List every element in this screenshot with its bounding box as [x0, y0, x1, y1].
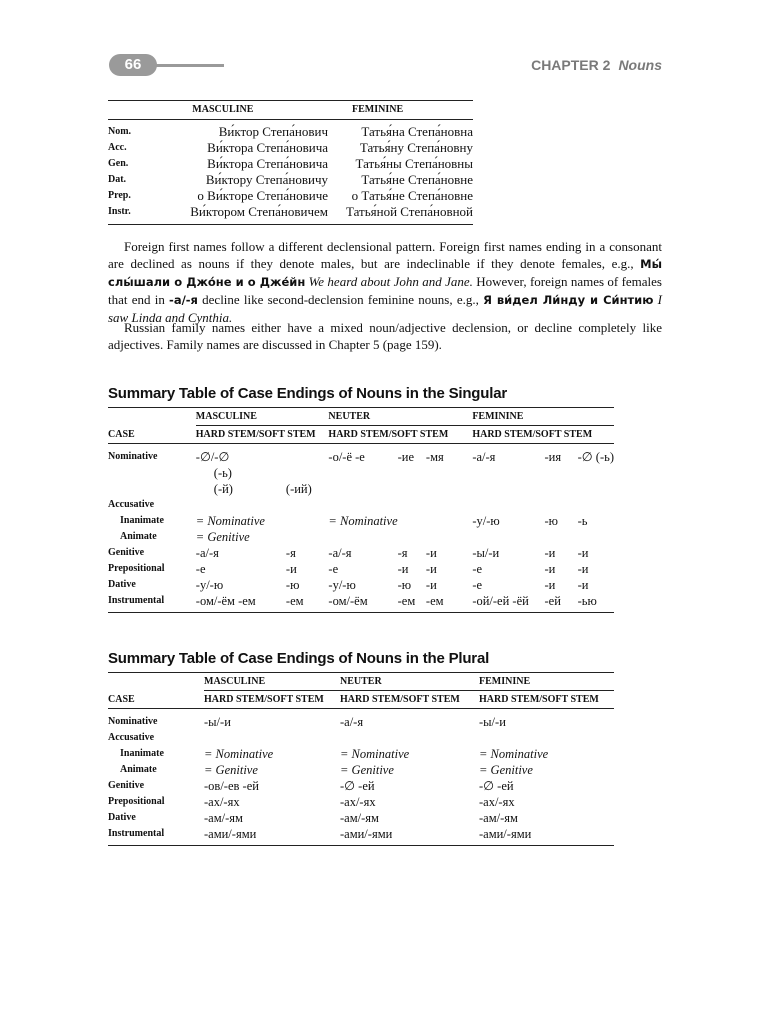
ending-cell	[398, 513, 426, 529]
ending-cell: -ей	[545, 593, 578, 613]
ending-cell: -ах/-ях	[340, 795, 376, 809]
ending-cell: = Genitive	[479, 763, 533, 777]
ending-cell	[426, 481, 472, 497]
russian-example: Мы́ слы́шали о Джо́не и о Дже́йн	[108, 257, 662, 289]
name-table-header-row	[108, 101, 473, 120]
name-table-masculine-header: MASCULINE	[146, 101, 346, 120]
table-row	[108, 746, 614, 762]
ending-cell	[578, 465, 614, 481]
masculine-form: Ви́ктору Степа́новичу	[205, 172, 328, 187]
header-rule	[156, 64, 224, 67]
ending-cell: -и	[577, 578, 589, 592]
ending-cell: -я	[285, 546, 296, 560]
ending-cell	[545, 465, 578, 481]
plural-table-heading: Summary Table of Case Endings of Nouns in the Plural	[108, 650, 490, 667]
singular-feminine-stem-header: HARD STEM/SOFT STEM	[472, 426, 614, 444]
ending-cell	[328, 529, 397, 545]
name-table-row	[108, 140, 473, 156]
ending-cell: -е	[195, 562, 206, 576]
ending-cell: -у/-ю	[328, 578, 356, 592]
ending-cell: -у/-ю	[472, 514, 500, 528]
ending-cell: -ы/-и	[479, 715, 506, 729]
ending-cell	[398, 465, 426, 481]
ending-cell: -ю	[544, 514, 559, 528]
ending-cell: -ам/-ям	[479, 811, 518, 825]
masculine-form: о Ви́кторе Степа́новиче	[197, 188, 328, 203]
ending-cell	[286, 444, 329, 466]
singular-feminine-header: FEMININE	[472, 408, 614, 426]
table-row	[108, 497, 614, 513]
ending-cell	[472, 529, 544, 545]
name-table-row	[108, 120, 473, 141]
ending-cell	[472, 497, 544, 513]
ending-cell: = Nominative	[204, 747, 274, 761]
page-number: 66	[109, 54, 157, 76]
ending-cell	[426, 529, 472, 545]
ending-cell: -ами/-ями	[479, 826, 614, 846]
case-label: Animate	[120, 531, 157, 542]
ending-cell: -ью	[578, 593, 614, 613]
table-row	[108, 778, 614, 794]
feminine-form: Татья́ну Степа́новну	[359, 140, 473, 155]
case-label: Prepositional	[108, 796, 165, 807]
ending-cell	[426, 465, 472, 481]
ending-cell: -ам/-ям	[204, 811, 243, 825]
ending-cell: -а/-я	[328, 546, 352, 560]
table-row	[108, 810, 614, 826]
ending-cell: -ам/-ям	[340, 811, 379, 825]
ending-cell: -и	[577, 546, 589, 560]
plural-neuter-stem-header: HARD STEM/SOFT STEM	[340, 691, 479, 709]
plural-gender-row	[108, 673, 614, 691]
ending-cell: -∅ -ей	[479, 779, 514, 793]
ending-cell	[545, 497, 578, 513]
name-table-body	[108, 120, 473, 225]
ending-cell: -е	[472, 578, 483, 592]
table-row	[108, 481, 614, 497]
ending-cell	[545, 529, 578, 545]
ending-cell: = Genitive	[195, 530, 250, 544]
case-label: Accusative	[108, 732, 155, 743]
table-row	[108, 577, 614, 593]
plural-neuter-header: NEUTER	[340, 673, 479, 691]
ending-cell	[328, 497, 397, 513]
ending-cell: -ю	[397, 578, 412, 592]
table-row	[108, 709, 614, 731]
ending-cell: -∅ (-ь)	[577, 450, 614, 464]
english-translation: We heard about John and Jane.	[308, 274, 473, 289]
ending-cell: -ами/-ями	[204, 826, 340, 846]
ending-cell: -и	[544, 562, 556, 576]
case-label: Dat.	[108, 174, 127, 185]
masculine-form: Ви́ктором Степа́новичем	[146, 204, 346, 225]
feminine-form: Татья́ной Степа́новной	[346, 204, 473, 225]
table-row	[108, 513, 614, 529]
case-label: Prepositional	[108, 563, 165, 574]
ending-cell	[286, 497, 329, 513]
ending-cell: -ю	[285, 578, 300, 592]
chapter-title: Nouns	[618, 57, 662, 73]
table-row	[108, 593, 614, 613]
masculine-form: Ви́ктора Степа́новича	[207, 156, 328, 171]
ending-cell: -ах/-ях	[204, 795, 240, 809]
table-row	[108, 794, 614, 810]
blank-header	[108, 673, 204, 691]
ending-cell: -ь	[577, 514, 588, 528]
ending-cell	[340, 730, 479, 746]
name-table-feminine-header: FEMININE	[346, 101, 473, 120]
ending-cell: -ой/-ей -ёй	[472, 593, 544, 613]
ending-cell: = Genitive	[204, 763, 258, 777]
ending-cell: -о/-ё -е	[328, 450, 365, 464]
ending-cell: -мя	[425, 450, 444, 464]
name-table-row	[108, 188, 473, 204]
ending-cell: -ом/-ём	[328, 593, 397, 613]
ending-cell: -ем	[398, 593, 426, 613]
paragraph-family-names: Russian family names either have a mixed noun/adjective declension, or decline completely like adjectives. Family names are discussed in Chapter 5 (page 159).	[108, 320, 662, 352]
ending-cell: -у/-ю	[195, 578, 224, 592]
plural-table-body	[108, 709, 614, 846]
ending-cell: -∅ -ей	[340, 779, 375, 793]
ending-cell	[398, 481, 426, 497]
case-label: Gen.	[108, 158, 129, 169]
running-head	[531, 57, 662, 73]
case-label: Prep.	[108, 190, 131, 201]
table-row	[108, 561, 614, 577]
ending-cell: -е	[328, 562, 339, 576]
case-label: Instrumental	[108, 826, 204, 846]
ending-cell: -и	[544, 578, 556, 592]
name-table-case-header	[108, 101, 146, 120]
plural-feminine-header: FEMININE	[479, 673, 614, 691]
ending-cell: -ов/-ев -ей	[204, 779, 259, 793]
case-label	[108, 481, 196, 497]
ending-cell: -я	[397, 546, 408, 560]
ending-cell	[286, 465, 329, 481]
ending-cell	[479, 730, 614, 746]
plural-stem-row	[108, 691, 614, 709]
table-row	[108, 545, 614, 561]
case-label: Instr.	[108, 204, 146, 225]
table-row	[108, 444, 614, 466]
singular-endings-table	[108, 407, 614, 613]
ending-cell: -ы/-и	[472, 546, 500, 560]
ending-cell	[286, 529, 329, 545]
case-label: Nominative	[108, 716, 158, 727]
ending-cell: -ие	[397, 450, 415, 464]
singular-neuter-stem-header: HARD STEM/SOFT STEM	[328, 426, 472, 444]
ending-cell	[578, 529, 614, 545]
case-label: Inanimate	[120, 748, 164, 759]
ending-cell	[426, 513, 472, 529]
ending-cell: -ем	[426, 593, 472, 613]
singular-gender-row	[108, 408, 614, 426]
ending-cell	[328, 465, 397, 481]
chapter-label: CHAPTER 2	[531, 57, 611, 73]
russian-ending: -а/-я	[169, 293, 198, 307]
text-segment: decline like second-declension feminine nouns, e.g.,	[197, 292, 484, 307]
case-label: Dative	[108, 812, 136, 823]
case-label: Accusative	[108, 499, 155, 510]
text-segment: However, foreign names of females that end in	[108, 274, 662, 307]
ending-cell	[472, 481, 544, 497]
ending-cell: -∅/-∅	[195, 450, 230, 464]
case-label: Inanimate	[120, 515, 164, 526]
feminine-form: о Татья́не Степа́новне	[351, 188, 473, 203]
ending-cell: = Nominative	[328, 514, 398, 528]
ending-cell: (-ий)	[285, 482, 312, 496]
table-row	[108, 826, 614, 846]
name-table-row	[108, 204, 473, 225]
ending-cell: -ы/-и	[204, 715, 231, 729]
singular-neuter-header: NEUTER	[328, 408, 472, 426]
english-translation: I saw Linda and Cynthia.	[108, 292, 662, 325]
ending-cell: -ах/-ях	[479, 795, 515, 809]
ending-cell: -ем	[286, 593, 329, 613]
name-table-row	[108, 172, 473, 188]
table-row	[108, 529, 614, 545]
ending-cell: -ом/-ём -ем	[196, 593, 286, 613]
ending-cell: (-й)	[213, 482, 233, 496]
ending-cell	[204, 730, 340, 746]
blank-header	[108, 408, 196, 426]
case-label: Animate	[120, 764, 157, 775]
case-label: Acc.	[108, 142, 127, 153]
singular-case-header: CASE	[108, 426, 196, 444]
singular-masculine-stem-header: HARD STEM/SOFT STEM	[196, 426, 329, 444]
case-label	[108, 465, 196, 481]
table-row	[108, 465, 614, 481]
ending-cell: = Nominative	[479, 747, 549, 761]
plural-case-header: CASE	[108, 691, 204, 709]
plural-endings-table	[108, 672, 614, 846]
singular-stem-row	[108, 426, 614, 444]
plural-masculine-header: MASCULINE	[204, 673, 340, 691]
ending-cell: = Nominative	[195, 514, 265, 528]
feminine-form: Татья́ны Степа́новны	[355, 156, 473, 171]
masculine-form: Ви́ктор Степа́нович	[218, 124, 328, 139]
ending-cell: -а/-я	[472, 450, 496, 464]
ending-cell: (-ь)	[213, 466, 232, 480]
ending-cell: -и	[425, 546, 437, 560]
ending-cell	[578, 481, 614, 497]
case-label: Nom.	[108, 126, 132, 137]
plural-masculine-stem-header: HARD STEM/SOFT STEM	[204, 691, 340, 709]
case-label: Dative	[108, 579, 136, 590]
masculine-form: Ви́ктора Степа́новича	[207, 140, 328, 155]
ending-cell: -ия	[544, 450, 562, 464]
singular-table-heading: Summary Table of Case Endings of Nouns in the Singular	[108, 385, 507, 402]
feminine-form: Татья́на Степа́новна	[361, 124, 473, 139]
ending-cell: -а/-я	[195, 546, 219, 560]
ending-cell: = Genitive	[340, 763, 394, 777]
ending-cell	[286, 513, 329, 529]
case-label: Genitive	[108, 547, 145, 558]
ending-cell	[578, 497, 614, 513]
ending-cell: -и	[285, 562, 297, 576]
name-table-row	[108, 156, 473, 172]
russian-example: Я ви́дел Ли́нду и Си́нтию	[483, 293, 654, 307]
text-segment: Foreign first names follow a different declensional pattern. Foreign first names ending in a consonant are declined as nouns if they denote males, but are indeclinable if they denote females, e.g.,	[108, 239, 662, 271]
ending-cell: = Nominative	[340, 747, 410, 761]
case-label: Genitive	[108, 780, 145, 791]
ending-cell: -ами/-ями	[340, 826, 479, 846]
table-row	[108, 730, 614, 746]
case-label: Nominative	[108, 451, 158, 462]
ending-cell	[545, 481, 578, 497]
table-row	[108, 762, 614, 778]
ending-cell: -и	[544, 546, 556, 560]
singular-table-body	[108, 444, 614, 613]
paragraph-foreign-names	[108, 238, 662, 326]
case-label: Instrumental	[108, 593, 196, 613]
ending-cell: -и	[577, 562, 589, 576]
feminine-form: Татья́не Степа́новне	[361, 172, 473, 187]
plural-feminine-stem-header: HARD STEM/SOFT STEM	[479, 691, 614, 709]
ending-cell	[398, 529, 426, 545]
name-declension-table	[108, 100, 473, 225]
ending-cell	[398, 497, 426, 513]
ending-cell	[196, 497, 286, 513]
ending-cell: -а/-я	[340, 715, 364, 729]
ending-cell: -и	[425, 562, 437, 576]
ending-cell: -и	[397, 562, 409, 576]
ending-cell	[328, 481, 397, 497]
ending-cell	[426, 497, 472, 513]
ending-cell: -е	[472, 562, 483, 576]
ending-cell	[472, 465, 544, 481]
singular-masculine-header: MASCULINE	[196, 408, 329, 426]
ending-cell: -и	[425, 578, 437, 592]
